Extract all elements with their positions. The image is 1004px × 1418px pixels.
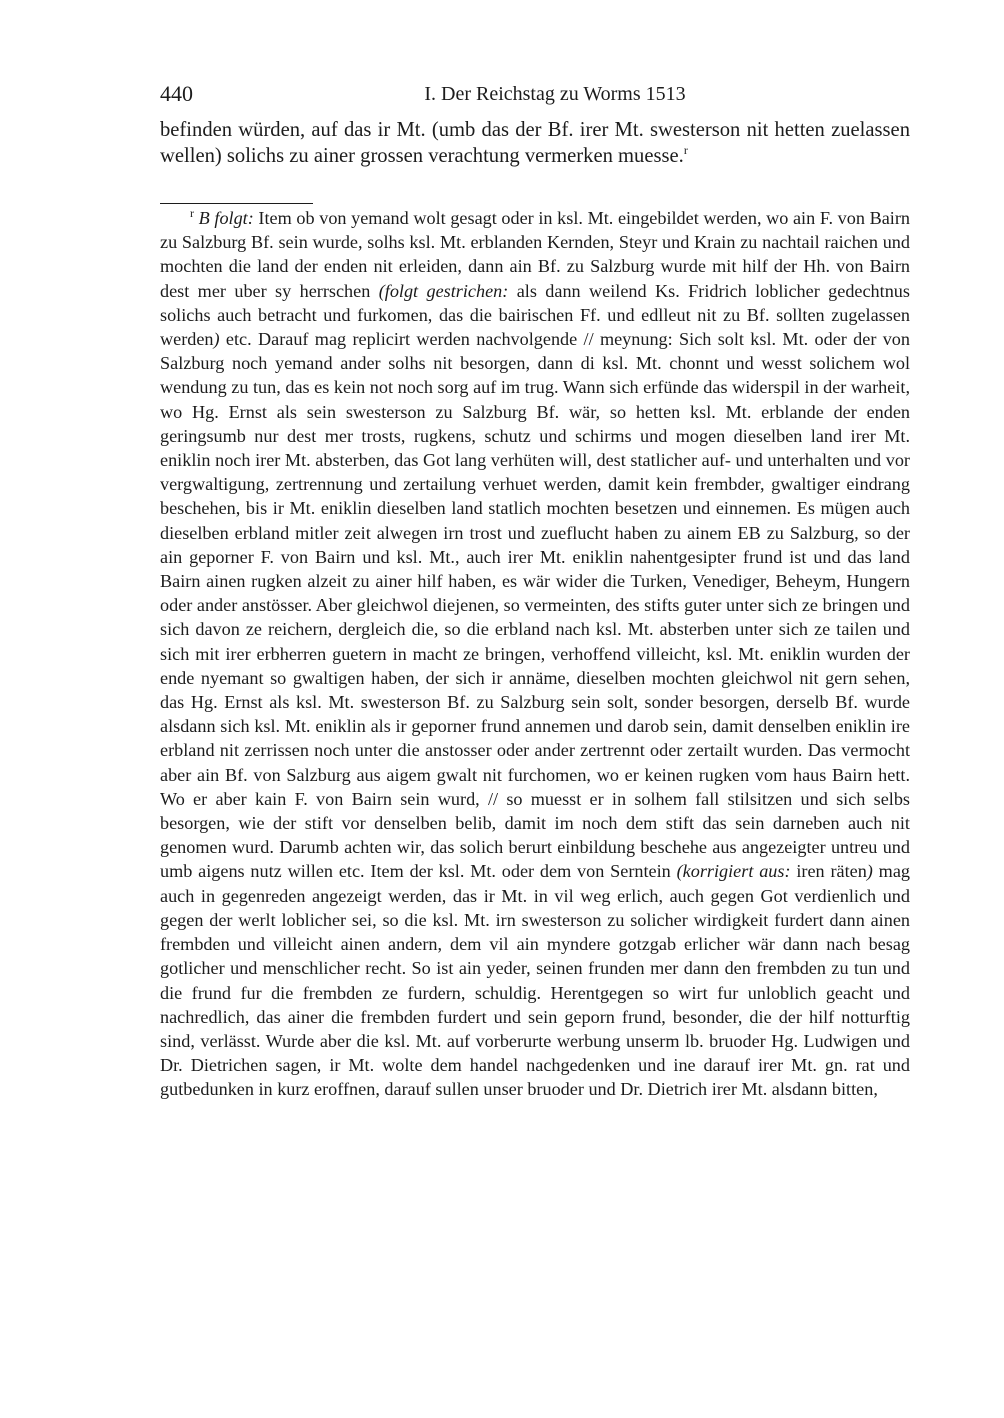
- main-paragraph: befinden würden, auf das ir Mt. (umb das der Bf. irer Mt. swesterson nit hetten zuelassen wellen) solichs zu ainer grossen verachtung vermerken muesse.: [160, 119, 910, 167]
- main-text: [160, 118, 910, 169]
- footnote-text-2: als dann weilend Ks. Fridrich loblicher gedechtnus solichs auch betracht und furkomen, das die bairischen Ff. und edlleut nit zu Bf. sollten zugelassen werden: [160, 280, 910, 350]
- footnote-text-3: etc. Darauf mag replicirt werden nachvolgende // meynung: Sich solt ksl. Mt. oder der von Salzburg noch yemand ander solhs nit besorgen, dann di ksl. Mt. chonnt und wesst solichem wol wendung zu tun, das es kein not noch sorg auf im trug. Wann sich erfünde das widerspil in der warheit, wo Hg. Ernst als sein swesterson zu Salzburg Bf. wär, so hetten ksl. Mt. erblande der enden geringsumb nur dest mer trosts, rugkens, schutz und schirms und mogen dieselben land irer Mt. eniklin noch irer Mt. absterben, das Got lang verhüten will, dest statlicher auf- und unterhalten und vor vergwaltigung, zertrennung und zertailung verhuet werden, damit kein frembder, gwaltiger eindrang beschehen, bis ir Mt. eniklin dieselben land statlich mochten besetzen und einnemen. Es mügen auch dieselben erbland mitler zeit alwegen irn trost und zueflucht haben zu ainem EB zu Salzburg, so der ain geporner F. von Bairn und ksl. Mt., auch irer Mt. eniklin nahentgesipter frund ist und das land Bairn ainen rugken alzeit zu ainer hilf haben, es wär wider die Turken, Venediger, Beheym, Hungern oder ander anstösser. Aber gleichwol diejenen, so vermeinten, des stifts guter unter sich ze bringen und sich davon ze reichern, dergleich die, so die erbland nach ksl. Mt. absterben unter sich ze tailen und sich mit irer erbherren guetern in macht ze bringen, verhoffend villeicht, ksl. Mt. eniklin wurden der ende nyemant so gwaltigen haben, der sich ir annäme, dieselben mochten gleichwol nit gern sehen, das Hg. Ernst als ksl. Mt. swesterson Bf. zu Salzburg sein solt, sonder besorgen, derselb Bf. wurde alsdann sich ksl. Mt. eniklin als ir geporner frund annemen und darob sein, damit denselben eniklin ire erbland nit zerrissen noch unter die anstosser oder ander zertrennt oder zertailt wurden. Das vermocht aber ain Bf. von Salzburg aus aigem gwalt nit furchomen, wo er keinen rugken vom haus Bairn hett. Wo er aber kain F. von Bairn sein wurd, // so muesst er in solhem fall stilsitzen und sich selbs besorgen, wie der stift vor denselben belib, damit im noch dem stift das sein darneben auch nit genomen wurd. Darumb achten wir, das solich berurt einbildung beschehe aus angezeigter untreu und umb aigens nutz willen etc. Item der ksl. Mt. oder dem von Serntein: [160, 329, 910, 882]
- page-number: 440: [160, 81, 193, 106]
- running-title: I. Der Reichstag zu Worms 1513: [424, 83, 686, 105]
- footnote-text-4: iren räten: [790, 861, 867, 882]
- page-header: [160, 81, 910, 107]
- footnote-italic-3: ): [213, 329, 220, 350]
- footnote: [160, 206, 910, 1102]
- footnote-separator: [160, 203, 313, 204]
- footnote-text-1: Item ob von yemand wolt gesagt oder in ksl. Mt. eingebildet werden, wo ain F. von Bairn zu Salzburg Bf. sein wurde, solhs ksl. Mt. erblanden Kernden, Steyr und Krain zu nachtail raichen und mochten die land der enden nit erleiden, dann ain Bf. zu Salzburg wurde mit hilf der Hh. von Bairn dest mer uber sy herrschen: [160, 208, 911, 301]
- footnote-text-5: mag auch in gegenreden angezeigt werden, das ir Mt. in vil weg erlich, auch gegen Got verdienlich und gegen der werlt loblicher sei, so die ksl. Mt. irn swesterson zu solicher wirdigkeit furdert dann ainen frembden und villeicht ainen andern, dem vil ain myndere gotzgab erlicher wär dann nach besag gotlicher und menschlicher recht. So ist ain yeder, seinen frunden mer dann den frembden zu tun und die frund fur die frembden ze furdern, schuldig. Herentgegen so wirt fur unloblich geacht und nachredlich, das ainer die frembden furdert und sein geporn frund, besonder, die der hilf notturftig sind, verlässt. Wurde aber die ksl. Mt. auf vorberurte werbung unserm lb. bruoder Hg. Ludwigen und Dr. Dietrichen sagen, ir Mt. wolte dem handel nachgedenken und ine darauf irer Mt. gn. rat und gutbedunken in kurz eroffnen, darauf sullen unser bruoder und Dr. Dietrich irer Mt. alsdann bitten,: [160, 861, 910, 1100]
- footnote-italic-4: (korrigiert aus:: [676, 861, 791, 882]
- footnote-italic-2: (folgt gestrichen:: [378, 280, 509, 301]
- footnote-marker: r: [190, 205, 194, 220]
- footnote-lead: B folgt:: [198, 208, 254, 228]
- footnote-reference: r: [683, 142, 688, 157]
- footnote-italic-5: ): [866, 861, 873, 882]
